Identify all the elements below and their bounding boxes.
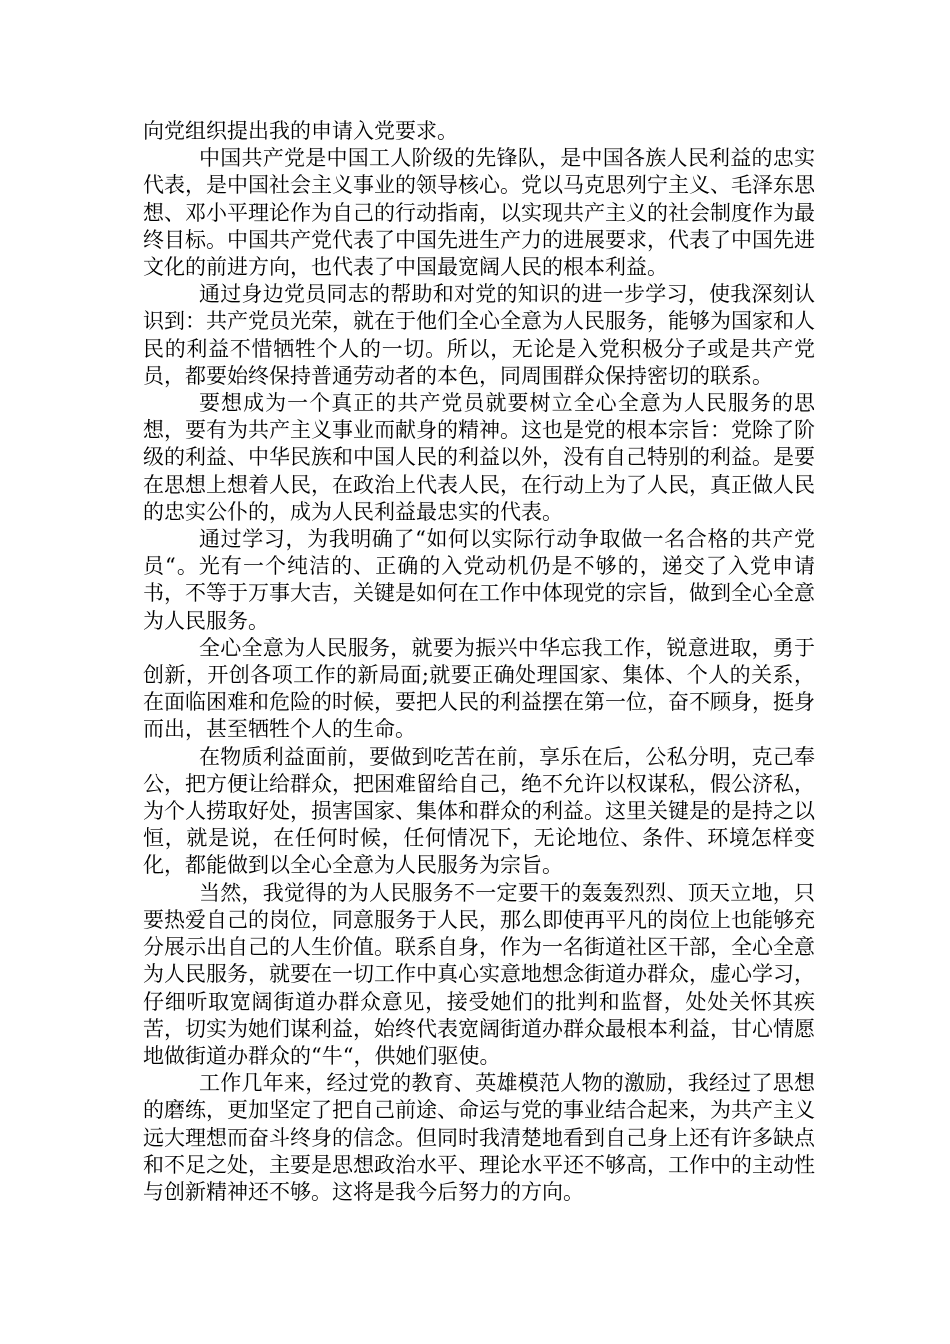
paragraph: 中国共产党是中国工人阶级的先锋队，是中国各族人民利益的忠实代表，是中国社会主义事业的领导核心。党以马克思列宁主义、毛泽东思想、邓小平理论作为自己的行动指南，以实现共产主义的社会制度作为最终目标。中国共产党代表了中国先进生产力的进展要求，代表了中国先进文化的前进方向，也代表了中国最宽阔人民的根本利益。: [143, 146, 815, 280]
paragraph: 工作几年来，经过党的教育、英雄模范人物的激励，我经过了思想的磨练，更加坚定了把自己前途、命运与党的事业结合起来，为共产主义远大理想而奋斗终身的信念。但同时我清楚地看到自己身上还有许多缺点和不足之处，主要是思想政治水平、理论水平还不够高，工作中的主动性与创新精神还不够。这将是我今后努力的方向。: [143, 1071, 815, 1204]
paragraph: 通过学习，为我明确了“如何以实际行动争取做一名合格的共产党员“。光有一个纯洁的、正确的入党动机仍是不够的，递交了入党申请书，不等于万事大吉，关键是如何在工作中体现党的宗旨，做到全心全意为人民服务。: [143, 527, 815, 633]
paragraph-continuation: 向党组织提出我的申请入党要求。: [143, 119, 458, 143]
paragraph: 全心全意为人民服务，就要为振兴中华忘我工作，锐意进取，勇于创新，开创各项工作的新局面;就要正确处理国家、集体、个人的关系，在面临困难和危险的时候，要把人民的利益摆在第一位，奋不顾身，挺身而出，甚至牺牲个人的生命。: [143, 635, 815, 742]
paragraph: 当然，我觉得的为人民服务不一定要干的轰轰烈烈、顶天立地，只要热爱自己的岗位，同意服务于人民，那么即使再平凡的岗位上也能够充分展示出自己的人生价值。联系自身，作为一名街道社区干部，全心全意为人民服务，就要在一切工作中真心实意地想念街道办群众，虚心学习，仔细听取宽阔街道办群众意见，接受她们的批判和监督，处处关怀其疾苦，切实为她们谋利益，始终代表宽阔街道办群众最根本利益，甘心情愿地做街道办群众的“牛“，供她们驱使。: [143, 880, 815, 1068]
paragraph: 通过身边党员同志的帮助和对党的知识的进一步学习，使我深刻认识到：共产党员光荣，就在于他们全心全意为人民服务，能够为国家和人民的利益不惜牺牲个人的一切。所以，无论是入党积极分子或是共产党员，都要始终保持普通劳动者的本色，同周围群众保持密切的联系。: [143, 282, 815, 388]
paragraph: 要想成为一个真正的共产党员就要树立全心全意为人民服务的思想，要有为共产主义事业而献身的精神。这也是党的根本宗旨：党除了阶级的利益、中华民族和中国人民的利益以外，没有自己特别的利益。是要在思想上想着人民，在政治上代表人民，在行动上为了人民，真正做人民的忠实公仆的，成为人民利益最忠实的代表。: [143, 391, 815, 524]
document-body: [143, 118, 815, 1206]
paragraph: 在物质利益面前，要做到吃苦在前，享乐在后，公私分明，克己奉公，把方便让给群众，把困难留给自己，绝不允许以权谋私，假公济私，为个人捞取好处，损害国家、集体和群众的利益。这里关键是的是持之以恒，就是说，在任何时候，任何情况下，无论地位、条件、环境怎样变化，都能做到以全心全意为人民服务为宗旨。: [143, 744, 815, 878]
